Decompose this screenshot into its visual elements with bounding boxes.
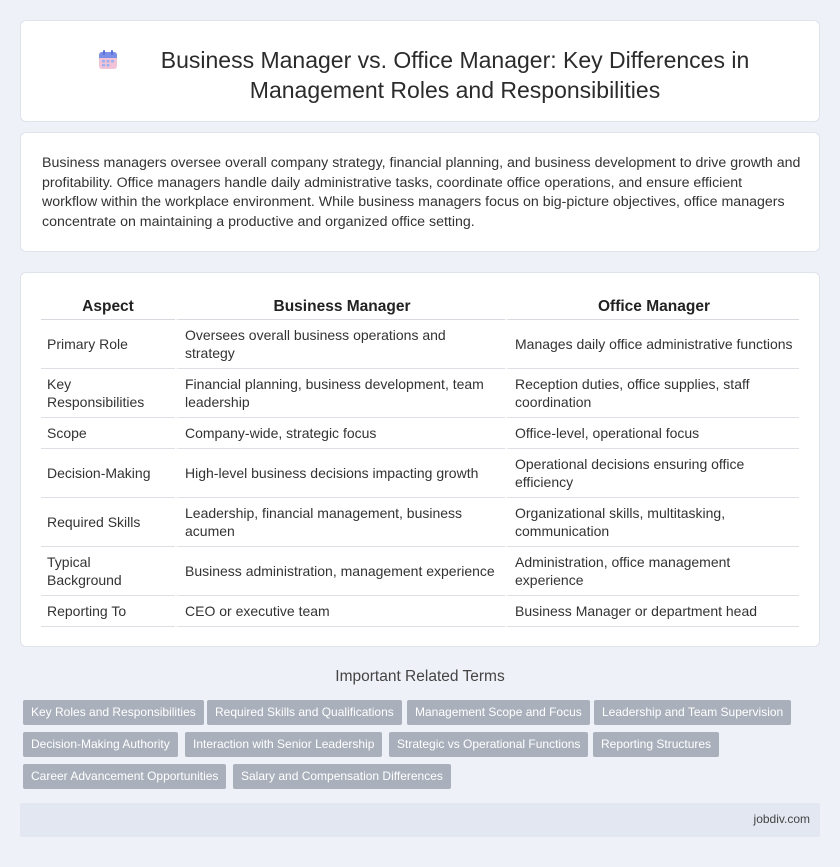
column-header-office-manager: Office Manager [505, 295, 799, 320]
related-term-tag[interactable]: Career Advancement Opportunities [23, 764, 226, 789]
footer-bar [20, 803, 820, 837]
comparison-table [41, 295, 799, 627]
business-manager-cell: CEO or executive team [175, 596, 505, 627]
table-row [41, 320, 799, 369]
column-header-business-manager: Business Manager [175, 295, 505, 320]
intro-paragraph: Business managers oversee overall company strategy, financial planning, and business development to drive growth and profitability. Office managers handle daily administrative tasks, coordinate office operations, and ensure efficient workflow within the workplace environment. While business managers focus on big-picture objectives, office managers concentrate on maintaining a productive and organized office setting. [42, 155, 801, 230]
office-manager-cell: Manages daily office administrative functions [505, 320, 799, 369]
related-term-tag[interactable]: Reporting Structures [593, 732, 719, 757]
comparison-card [20, 272, 820, 647]
table-row [41, 498, 799, 547]
aspect-cell: Decision-Making [41, 449, 175, 498]
table-header-row [41, 295, 799, 320]
business-manager-cell: Company-wide, strategic focus [175, 418, 505, 449]
business-manager-cell: Financial planning, business development, team leadership [175, 369, 505, 418]
office-manager-cell: Administration, office management experience [505, 547, 799, 596]
column-header-aspect: Aspect [41, 295, 175, 320]
table-row [41, 596, 799, 627]
aspect-cell: Required Skills [41, 498, 175, 547]
page-title: Business Manager vs. Office Manager: Key Differences in Management Roles and Responsibilities [160, 47, 750, 103]
table-row [41, 449, 799, 498]
related-term-tag[interactable]: Key Roles and Responsibilities [23, 700, 204, 725]
title-wrap [21, 45, 819, 105]
related-term-tag[interactable]: Salary and Compensation Differences [233, 764, 451, 789]
table-row [41, 547, 799, 596]
office-manager-cell: Organizational skills, multitasking, communication [505, 498, 799, 547]
office-manager-cell: Business Manager or department head [505, 596, 799, 627]
related-term-tag[interactable]: Leadership and Team Supervision [594, 700, 791, 725]
title-card [20, 20, 820, 122]
office-manager-cell: Office-level, operational focus [505, 418, 799, 449]
aspect-cell: Typical Background [41, 547, 175, 596]
business-manager-cell: High-level business decisions impacting growth [175, 449, 505, 498]
aspect-cell: Scope [41, 418, 175, 449]
business-manager-cell: Oversees overall business operations and strategy [175, 320, 505, 369]
table-row [41, 418, 799, 449]
business-manager-cell: Business administration, management experience [175, 547, 505, 596]
related-term-tag[interactable]: Required Skills and Qualifications [207, 700, 402, 725]
related-term-tag[interactable]: Strategic vs Operational Functions [389, 732, 588, 757]
table-row [41, 369, 799, 418]
related-terms-heading: Important Related Terms [335, 668, 505, 685]
footer-site-link[interactable]: jobdiv.com [753, 812, 810, 826]
office-manager-cell: Reception duties, office supplies, staff coordination [505, 369, 799, 418]
related-term-tag[interactable]: Interaction with Senior Leadership [185, 732, 382, 757]
related-term-tag[interactable]: Decision-Making Authority [23, 732, 178, 757]
calendar-icon [97, 49, 119, 71]
aspect-cell: Reporting To [41, 596, 175, 627]
intro-card [20, 132, 820, 252]
business-manager-cell: Leadership, financial management, business acumen [175, 498, 505, 547]
related-term-tag[interactable]: Management Scope and Focus [407, 700, 590, 725]
aspect-cell: Primary Role [41, 320, 175, 369]
aspect-cell: Key Responsibilities [41, 369, 175, 418]
office-manager-cell: Operational decisions ensuring office efficiency [505, 449, 799, 498]
